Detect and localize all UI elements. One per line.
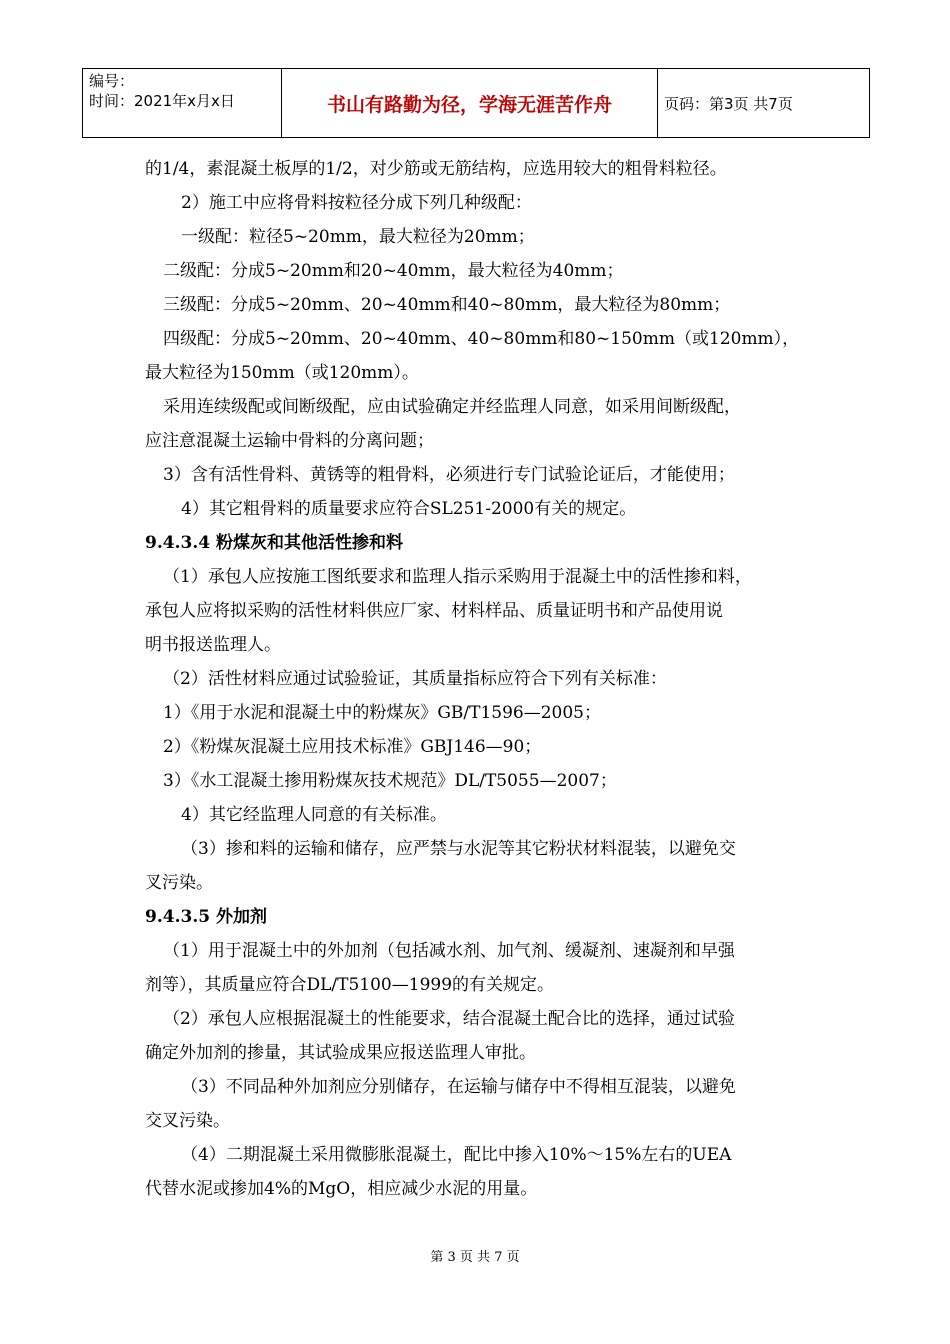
header-page-info: 页码：第3页 共7页 [658, 69, 870, 137]
paragraph-line: 三级配：分成5~20mm、20~40mm和40~80mm，最大粒径为80mm； [163, 295, 731, 315]
paragraph-line: 3）含有活性骨料、黄锈等的粗骨料，必须进行专门试验论证后，才能使用； [163, 465, 735, 485]
paragraph-line: 确定外加剂的掺量，其试验成果应报送监理人审批。 [145, 1043, 536, 1063]
paragraph-line: 4）其它粗骨料的质量要求应符合SL251-2000有关的规定。 [181, 499, 637, 519]
paragraph-line: 最大粒径为150mm（或120mm）。 [145, 363, 419, 383]
document-date: 时间：2021年x月x日 [89, 92, 235, 110]
page-footer: 第 3 页 共 7 页 [430, 1250, 520, 1265]
paragraph-line: 代替水泥或掺加4%的MgO，相应减少水泥的用量。 [145, 1179, 538, 1199]
paragraph-line: （1）承包人应按施工图纸要求和监理人指示采购用于混凝土中的活性掺和料， [163, 567, 752, 587]
paragraph-line: 2）施工中应将骨料按粒径分成下列几种级配： [181, 193, 532, 213]
paragraph-line: 2）《粉煤灰混凝土应用技术标准》GBJ146—90； [163, 737, 542, 757]
paragraph-line: 叉污染。 [145, 873, 213, 893]
paragraph-line: 二级配：分成5~20mm和20~40mm，最大粒径为40mm； [163, 261, 624, 281]
header-motto: 书山有路勤为径，学海无涯苦作舟 [282, 69, 658, 137]
paragraph-line: 4）其它经监理人同意的有关标准。 [181, 805, 447, 825]
paragraph-line: （2）活性材料应通过试验验证，其质量指标应符合下列有关标准： [163, 669, 667, 689]
paragraph-line: 承包人应将拟采购的活性材料供应厂家、材料样品、质量证明书和产品使用说 [145, 601, 723, 621]
paragraph-line: （1）用于混凝土中的外加剂（包括减水剂、加气剂、缓凝剂、速凝剂和早强 [163, 941, 735, 961]
page-header [82, 68, 870, 138]
paragraph-line: 的1/4，素混凝土板厚的1/2，对少筋或无筋结构，应选用较大的粗骨料粒径。 [145, 159, 727, 179]
paragraph-line: （3）掺和料的运输和储存，应严禁与水泥等其它粉状材料混装，以避免交 [181, 839, 736, 859]
paragraph-line: 应注意混凝土运输中骨料的分离问题； [145, 431, 434, 451]
paragraph-line: 交叉污染。 [145, 1111, 230, 1131]
document-body [145, 152, 815, 1206]
section-heading: 9.4.3.5 外加剂 [145, 907, 267, 927]
paragraph-line: （3）不同品种外加剂应分别储存，在运输与储存中不得相互混装，以避免 [181, 1077, 736, 1097]
paragraph-line: 采用连续级配或间断级配，应由试验确定并经监理人同意，如采用间断级配， [163, 397, 741, 417]
paragraph-line: （4）二期混凝土采用微膨胀混凝土，配比中掺入10%～15%左右的UEA [181, 1145, 732, 1165]
paragraph-line: （2）承包人应根据混凝土的性能要求，结合混凝土配合比的选择，通过试验 [163, 1009, 735, 1029]
paragraph-line: 1）《用于水泥和混凝土中的粉煤灰》GB/T1596—2005； [163, 703, 601, 723]
section-heading: 9.4.3.4 粉煤灰和其他活性掺和料 [145, 533, 403, 553]
paragraph-line: 一级配：粒径5~20mm，最大粒径为20mm； [181, 227, 535, 247]
document-code-label: 编号： [89, 72, 135, 90]
paragraph-line: 四级配：分成5~20mm、20~40mm、40~80mm和80~150mm（或120mm）， [163, 329, 800, 349]
paragraph-line: 剂等），其质量应符合DL/T5100—1999的有关规定。 [145, 975, 555, 995]
paragraph-line: 明书报送监理人。 [145, 635, 281, 655]
header-meta [82, 69, 282, 137]
paragraph-line: 3）《水工混凝土掺用粉煤灰技术规范》DL/T5055—2007； [163, 771, 617, 791]
